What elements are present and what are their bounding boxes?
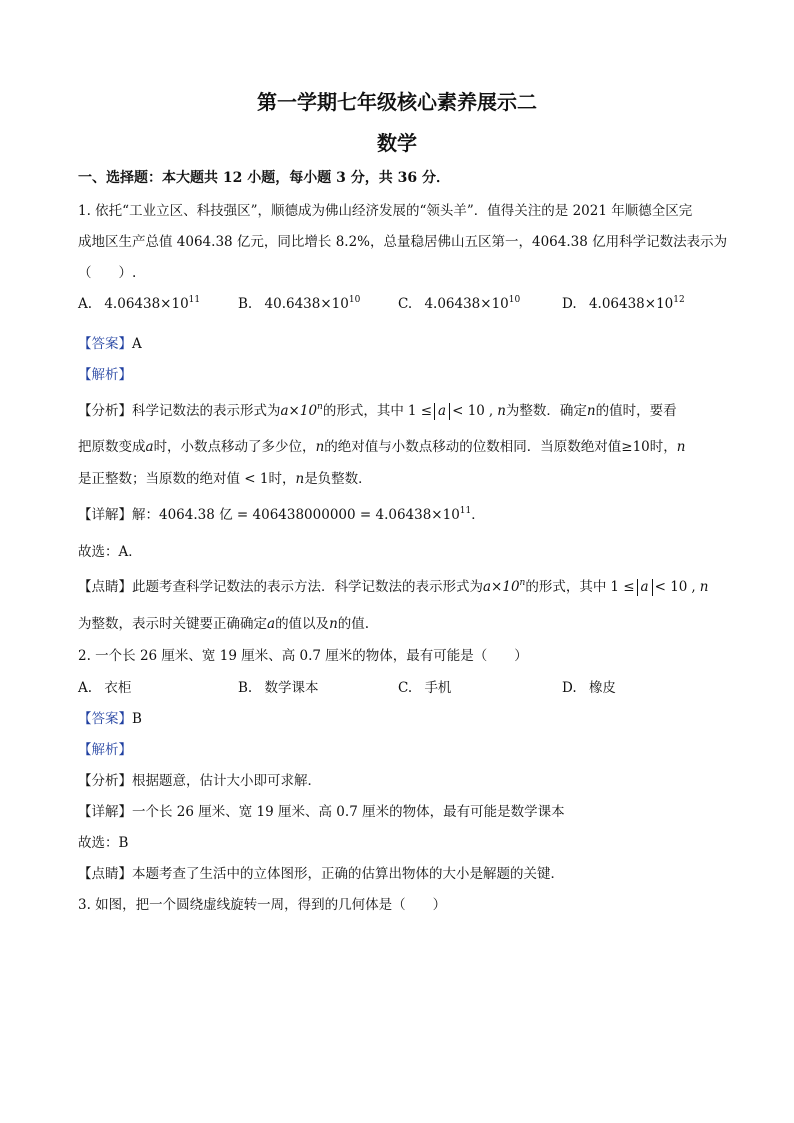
- analysis-tag: 【解析】: [78, 742, 132, 758]
- var-a: a: [267, 616, 276, 632]
- detail-tag: 【详解】: [78, 804, 132, 820]
- q2-answer: [78, 707, 142, 727]
- fenxi-tag: 【分析】: [78, 403, 132, 419]
- formula-lt-10: < 10: [654, 579, 688, 595]
- option-value: 4.06438×10: [104, 296, 189, 312]
- comment-text: 为整数，表示时关键要正确确定: [78, 616, 267, 632]
- formula-lt-10: < 10: [452, 403, 485, 419]
- option-exponent: 10: [508, 295, 521, 305]
- comment-text: 的值以及: [275, 616, 330, 632]
- var-n: n: [497, 403, 506, 419]
- q1-fenxi-line2: [78, 435, 685, 455]
- q1-choose: 故选：A．: [78, 544, 142, 560]
- page-subtitle: 数学: [377, 131, 417, 155]
- q2-detail: [78, 800, 565, 820]
- fenxi-text: 把原数变成: [78, 439, 146, 455]
- comment-text: 的值.: [337, 616, 370, 632]
- formula-a-x10: a×10: [280, 403, 318, 419]
- fenxi-text: 时，小数点移动了多少位，: [153, 439, 316, 455]
- q1-option-a: [78, 296, 200, 312]
- option-label: A.: [78, 680, 93, 696]
- q1-fenxi-line3: [78, 467, 372, 487]
- q1-fenxi-line1: 【分析】科学记数法的表示形式为$a\times 10^n$的形式，其中 1 ≤ a < 10 , n为整数．确定n的值时，要看: [78, 402, 677, 419]
- q1-comment-line2: [78, 612, 369, 632]
- var-n: n: [329, 616, 338, 632]
- var-n: n: [315, 439, 325, 455]
- q1-option-b: [238, 296, 360, 312]
- detail-tag: 【详解】: [78, 507, 132, 523]
- option-label: B.: [238, 296, 253, 312]
- q2-analysis-tag: [78, 738, 132, 758]
- option-text: 衣柜: [104, 680, 132, 696]
- formula-n: n: [519, 578, 526, 588]
- abs-a: a: [637, 579, 653, 596]
- q1-comment-line1: 【点睛】此题考查科学记数法的表示方法．科学记数法的表示形式为$a\times 10^n$的形式，其中 1 ≤ a < 10 , n: [78, 578, 709, 595]
- fenxi-tag: 【分析】: [78, 773, 132, 789]
- var-n: n: [699, 579, 709, 595]
- fenxi-text: 的值时，要看: [595, 403, 677, 419]
- detail-text: 一个长 26 厘米、宽 19 厘米、高 0.7 厘米的物体，最有可能是数学课本: [132, 804, 565, 820]
- var-n: n: [295, 471, 305, 487]
- option-value: 4.06438×10: [424, 296, 509, 312]
- answer-value: A: [132, 336, 142, 352]
- q3-stem: 3. 如图，把一个圆绕虚线旋转一周，得到的几何体是（ ）: [78, 897, 447, 913]
- fenxi-text: 的形式，其中: [322, 403, 404, 419]
- option-text: 橡皮: [588, 680, 616, 696]
- answer-tag: 【答案】: [78, 711, 132, 727]
- option-value: 4.06438×10: [588, 296, 674, 312]
- var-n: n: [586, 403, 596, 419]
- q2-comment: [78, 862, 564, 882]
- var-n: n: [676, 439, 686, 455]
- q2-choose: 故选：B: [78, 835, 129, 851]
- q1-stem-line2: 成地区生产总值 4064.38 亿元，同比增长 8.2%，总量稳居佛山五区第一，4064.38 亿用科学记数法表示为: [78, 234, 728, 250]
- comment-text: 本题考查了生活中的立体图形，正确的估算出物体的大小是解题的关键．: [132, 866, 564, 882]
- formula-one-le: 1 ≤: [407, 403, 433, 419]
- fenxi-text: 根据题意，估计大小即可求解．: [132, 773, 321, 789]
- var-a: a: [145, 439, 154, 455]
- comment-tag: 【点睛】: [78, 866, 132, 882]
- detail-text: 解：4064.38 亿 = 406438000000 = 4.06438×10: [132, 507, 460, 523]
- option-exponent: 10: [348, 295, 361, 305]
- q2-option-b: [238, 676, 319, 696]
- fenxi-text: 是正整数；当原数的绝对值 < 1时，: [78, 471, 296, 487]
- answer-tag: 【答案】: [78, 336, 132, 352]
- q1-answer: [78, 332, 142, 352]
- q1-analysis-tag: [78, 363, 132, 383]
- option-label: D.: [562, 296, 577, 312]
- option-exponent: 11: [188, 295, 201, 305]
- option-label: B.: [238, 680, 253, 696]
- fenxi-text: 科学记数法的表示形式为: [132, 403, 281, 419]
- detail-exponent: 11: [459, 506, 472, 516]
- q1-option-c: [398, 296, 520, 312]
- detail-end: ．: [471, 507, 485, 523]
- comment-text: 此题考查科学记数法的表示方法．科学记数法的表示形式为: [132, 579, 483, 595]
- comment-tag: 【点睛】: [78, 579, 132, 595]
- option-label: C.: [398, 680, 413, 696]
- q1-stem-line1: 1. 依托“工业立区、科技强区”，顺德成为佛山经济发展的“领头羊”．值得关注的是 2021 年顺德全区完: [78, 203, 693, 219]
- formula-one-le: 1 ≤: [610, 579, 635, 595]
- option-text: 手机: [424, 680, 452, 696]
- option-label: C.: [398, 296, 413, 312]
- q2-option-d: [562, 676, 616, 696]
- abs-a: a: [434, 403, 450, 420]
- q2-fenxi: [78, 769, 321, 789]
- fenxi-text: 是负整数．: [304, 471, 372, 487]
- fenxi-text: 为整数．确定: [505, 403, 587, 419]
- q1-detail: [78, 503, 485, 523]
- answer-value: B: [132, 711, 142, 727]
- q2-option-a: [78, 676, 131, 696]
- analysis-tag: 【解析】: [78, 367, 132, 383]
- q1-option-d: [562, 296, 685, 312]
- q1-stem-line3: （ ）.: [78, 265, 137, 281]
- option-label: D.: [562, 680, 577, 696]
- formula-n: n: [317, 402, 323, 412]
- fenxi-text: 的绝对值与小数点移动的位数相同．当原数绝对值≥10时，: [324, 439, 677, 455]
- formula-a-x10: a×10: [483, 579, 520, 595]
- q2-stem: 2. 一个长 26 厘米、宽 19 厘米、高 0.7 厘米的物体，最有可能是（ ）: [78, 648, 528, 664]
- option-text: 数学课本: [264, 680, 319, 696]
- q2-option-c: [398, 676, 451, 696]
- section-heading: 一、选择题：本大题共 12 小题，每小题 3 分，共 36 分．: [78, 170, 450, 186]
- option-exponent: 12: [673, 295, 685, 305]
- option-label: A.: [78, 296, 93, 312]
- option-value: 40.6438×10: [264, 296, 349, 312]
- page-title: 第一学期七年级核心素养展示二: [257, 90, 537, 114]
- comment-text: 的形式，其中: [525, 579, 607, 595]
